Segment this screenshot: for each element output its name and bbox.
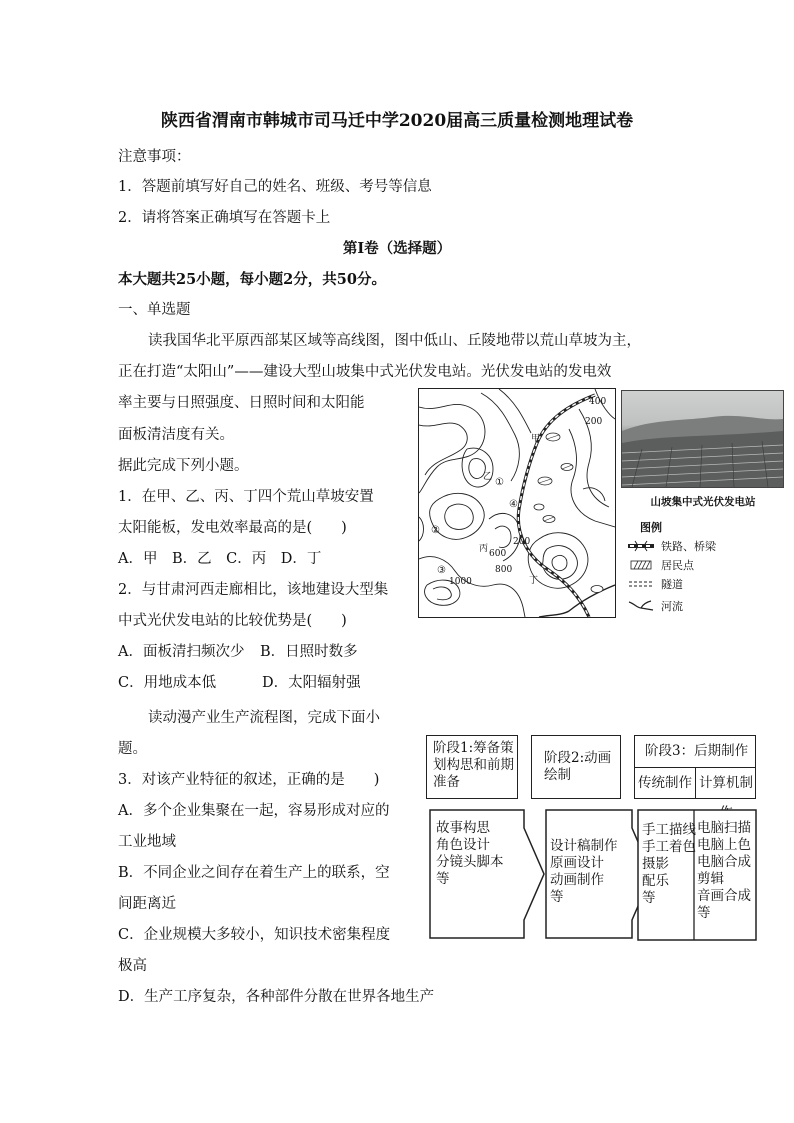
marker-2: ② [431,525,440,536]
flow-box-3a [642,822,696,907]
box3b-line-6: 等 [697,905,711,921]
legend-tunnel-label: 隧道 [661,578,683,591]
settlement-icon [627,559,655,571]
stage3-computer: 计算机制 [699,775,753,791]
site-ding: 丁 [529,576,539,586]
stage1-line-2: 划构思和前期 [433,757,514,773]
railway-bridge-icon [627,540,655,552]
legend-tunnel [627,576,683,592]
stage3-traditional: 传统制作 [635,768,696,798]
flow-box-1 [436,820,504,888]
group2-intro-1: 读动漫产业生产流程图，完成下面小 [148,710,380,726]
notice-item-1: 1．答题前填写好自己的姓名、班级、考号等信息 [118,179,432,195]
solar-panel-rows [622,391,783,487]
box3a-line-4: 配乐 [642,873,669,889]
contour-map [418,388,616,618]
contour-label-400: 400 [589,397,607,407]
legend-settlement-label: 居民点 [661,559,694,572]
box1-line-4: 等 [436,871,450,887]
q3-option-a-1: A．多个企业集聚在一起，容易形成对应的 [118,803,390,819]
q3-option-c-1: C．企业规模大多较小，知识技术密集程度 [118,927,391,943]
contour-label-800: 800 [495,565,513,575]
q1-options: A．甲 B．乙 C．丙 D．丁 [118,551,322,567]
group2-intro-2: 题。 [118,741,147,757]
box3a-line-1: 手工描线 [642,822,696,838]
legend-settlement [627,557,694,573]
box3b-line-3: 电脑合成 [697,854,751,870]
stage3-title: 阶段3：后期制作 [635,736,755,768]
box3a-line-2: 手工着色 [642,839,696,855]
group1-intro-2: 正在打造“太阳山”——建设大型山坡集中式光伏发电站。光伏发电站的发电效 [118,364,612,380]
notice-heading: 注意事项： [118,149,191,165]
contour-label-600: 600 [489,549,507,559]
marker-3: ③ [437,565,446,576]
group1-intro-4: 面板清洁度有关。 [118,427,234,443]
stage1-line-3: 准备 [433,774,460,790]
q2-option-d: D．太阳辐射强 [262,675,361,691]
question-type: 一、单选题 [118,302,191,318]
box2-line-2: 原画设计 [550,855,604,871]
q2-text-2: 中式光伏发电站的比较优势是( ) [118,613,347,629]
marker-4: ④ [509,499,518,510]
box2-line-4: 等 [550,889,564,905]
q1-text-2: 太阳能板，发电效率最高的是( ) [118,520,347,536]
legend-title: 图例 [640,521,662,534]
section-intro: 本大题共25小题，每小题2分，共50分。 [118,271,386,288]
group1-intro-3: 率主要与日照强度、日照时间和太阳能 [118,395,365,411]
group1-intro-1: 读我国华北平原西部某区域等高线图，图中低山、丘陵地带以荒山草坡为主， [148,333,641,349]
marker-1: ① [495,477,504,488]
box3a-line-5: 等 [642,890,656,906]
site-bing: 丙 [479,544,489,554]
stage1-line-1: 阶段1:筹备策 [433,740,514,756]
site-jia: 甲 [531,434,541,444]
q2-option-c: C．用地成本低 [118,675,217,691]
flow-stage-3 [634,735,756,799]
q3-option-b-2: 间距离近 [118,896,176,912]
q3-option-d: D．生产工序复杂，各种部件分散在世界各地生产 [118,989,435,1005]
legend-river [627,598,683,614]
flow-box-3b [697,820,751,922]
q2-option-a: A．面板清扫频次少 [118,644,245,660]
section-title: 第I卷（选择题） [342,240,452,257]
q2-option-b: B．日照时数多 [260,644,358,660]
q1-text-1: 1．在甲、乙、丙、丁四个荒山草坡安置 [118,489,374,505]
notice-item-2: 2．请将答案正确填写在答题卡上 [118,210,331,226]
flow-stage-2 [531,735,621,799]
box2-line-3: 动画制作 [550,872,604,888]
flow-box-2 [550,838,618,906]
legend-river-label: 河流 [661,600,683,613]
river-icon [627,600,655,612]
tunnel-icon [627,578,655,590]
stage2-line-2: 绘制 [544,767,571,783]
box3b-line-2: 电脑上色 [697,837,751,853]
box3b-line-5: 音画合成 [697,888,751,904]
flow-stage-1 [426,735,518,799]
site-yi: 乙 [483,472,493,482]
q3-text: 3．对该产业特征的叙述，正确的是 ) [118,772,380,788]
legend-railway-label: 铁路、桥梁 [661,540,716,553]
group1-prompt: 据此完成下列小题。 [118,458,249,474]
contour-label-1000: 1000 [449,577,472,587]
box3b-line-1: 电脑扫描 [697,820,751,836]
q2-text-1: 2．与甘肃河西走廊相比，该地建设大型集 [118,582,389,598]
box3a-line-3: 摄影 [642,856,669,872]
box1-line-3: 分镜头脚本 [436,854,504,870]
q3-option-c-2: 极高 [118,958,147,974]
box1-line-1: 故事构思 [436,820,490,836]
legend-railway [627,538,716,554]
q3-option-b-1: B．不同企业之间存在着生产上的联系，空 [118,865,390,881]
q3-option-a-2: 工业地域 [118,834,176,850]
contour-label-200: 200 [585,417,603,427]
box1-line-2: 角色设计 [436,837,490,853]
box2-line-1: 设计稿制作 [550,838,618,854]
page-title: 陕西省渭南市韩城市司马迁中学2020届高三质量检测地理试卷 [160,111,634,131]
stage2-line-1: 阶段2:动画 [544,750,612,766]
contour-label-200-b: 200 [513,537,531,547]
photo-caption: 山坡集中式光伏发电站 [650,496,756,508]
box3b-line-4: 剪辑 [697,871,724,887]
solar-station-photo [621,390,784,488]
